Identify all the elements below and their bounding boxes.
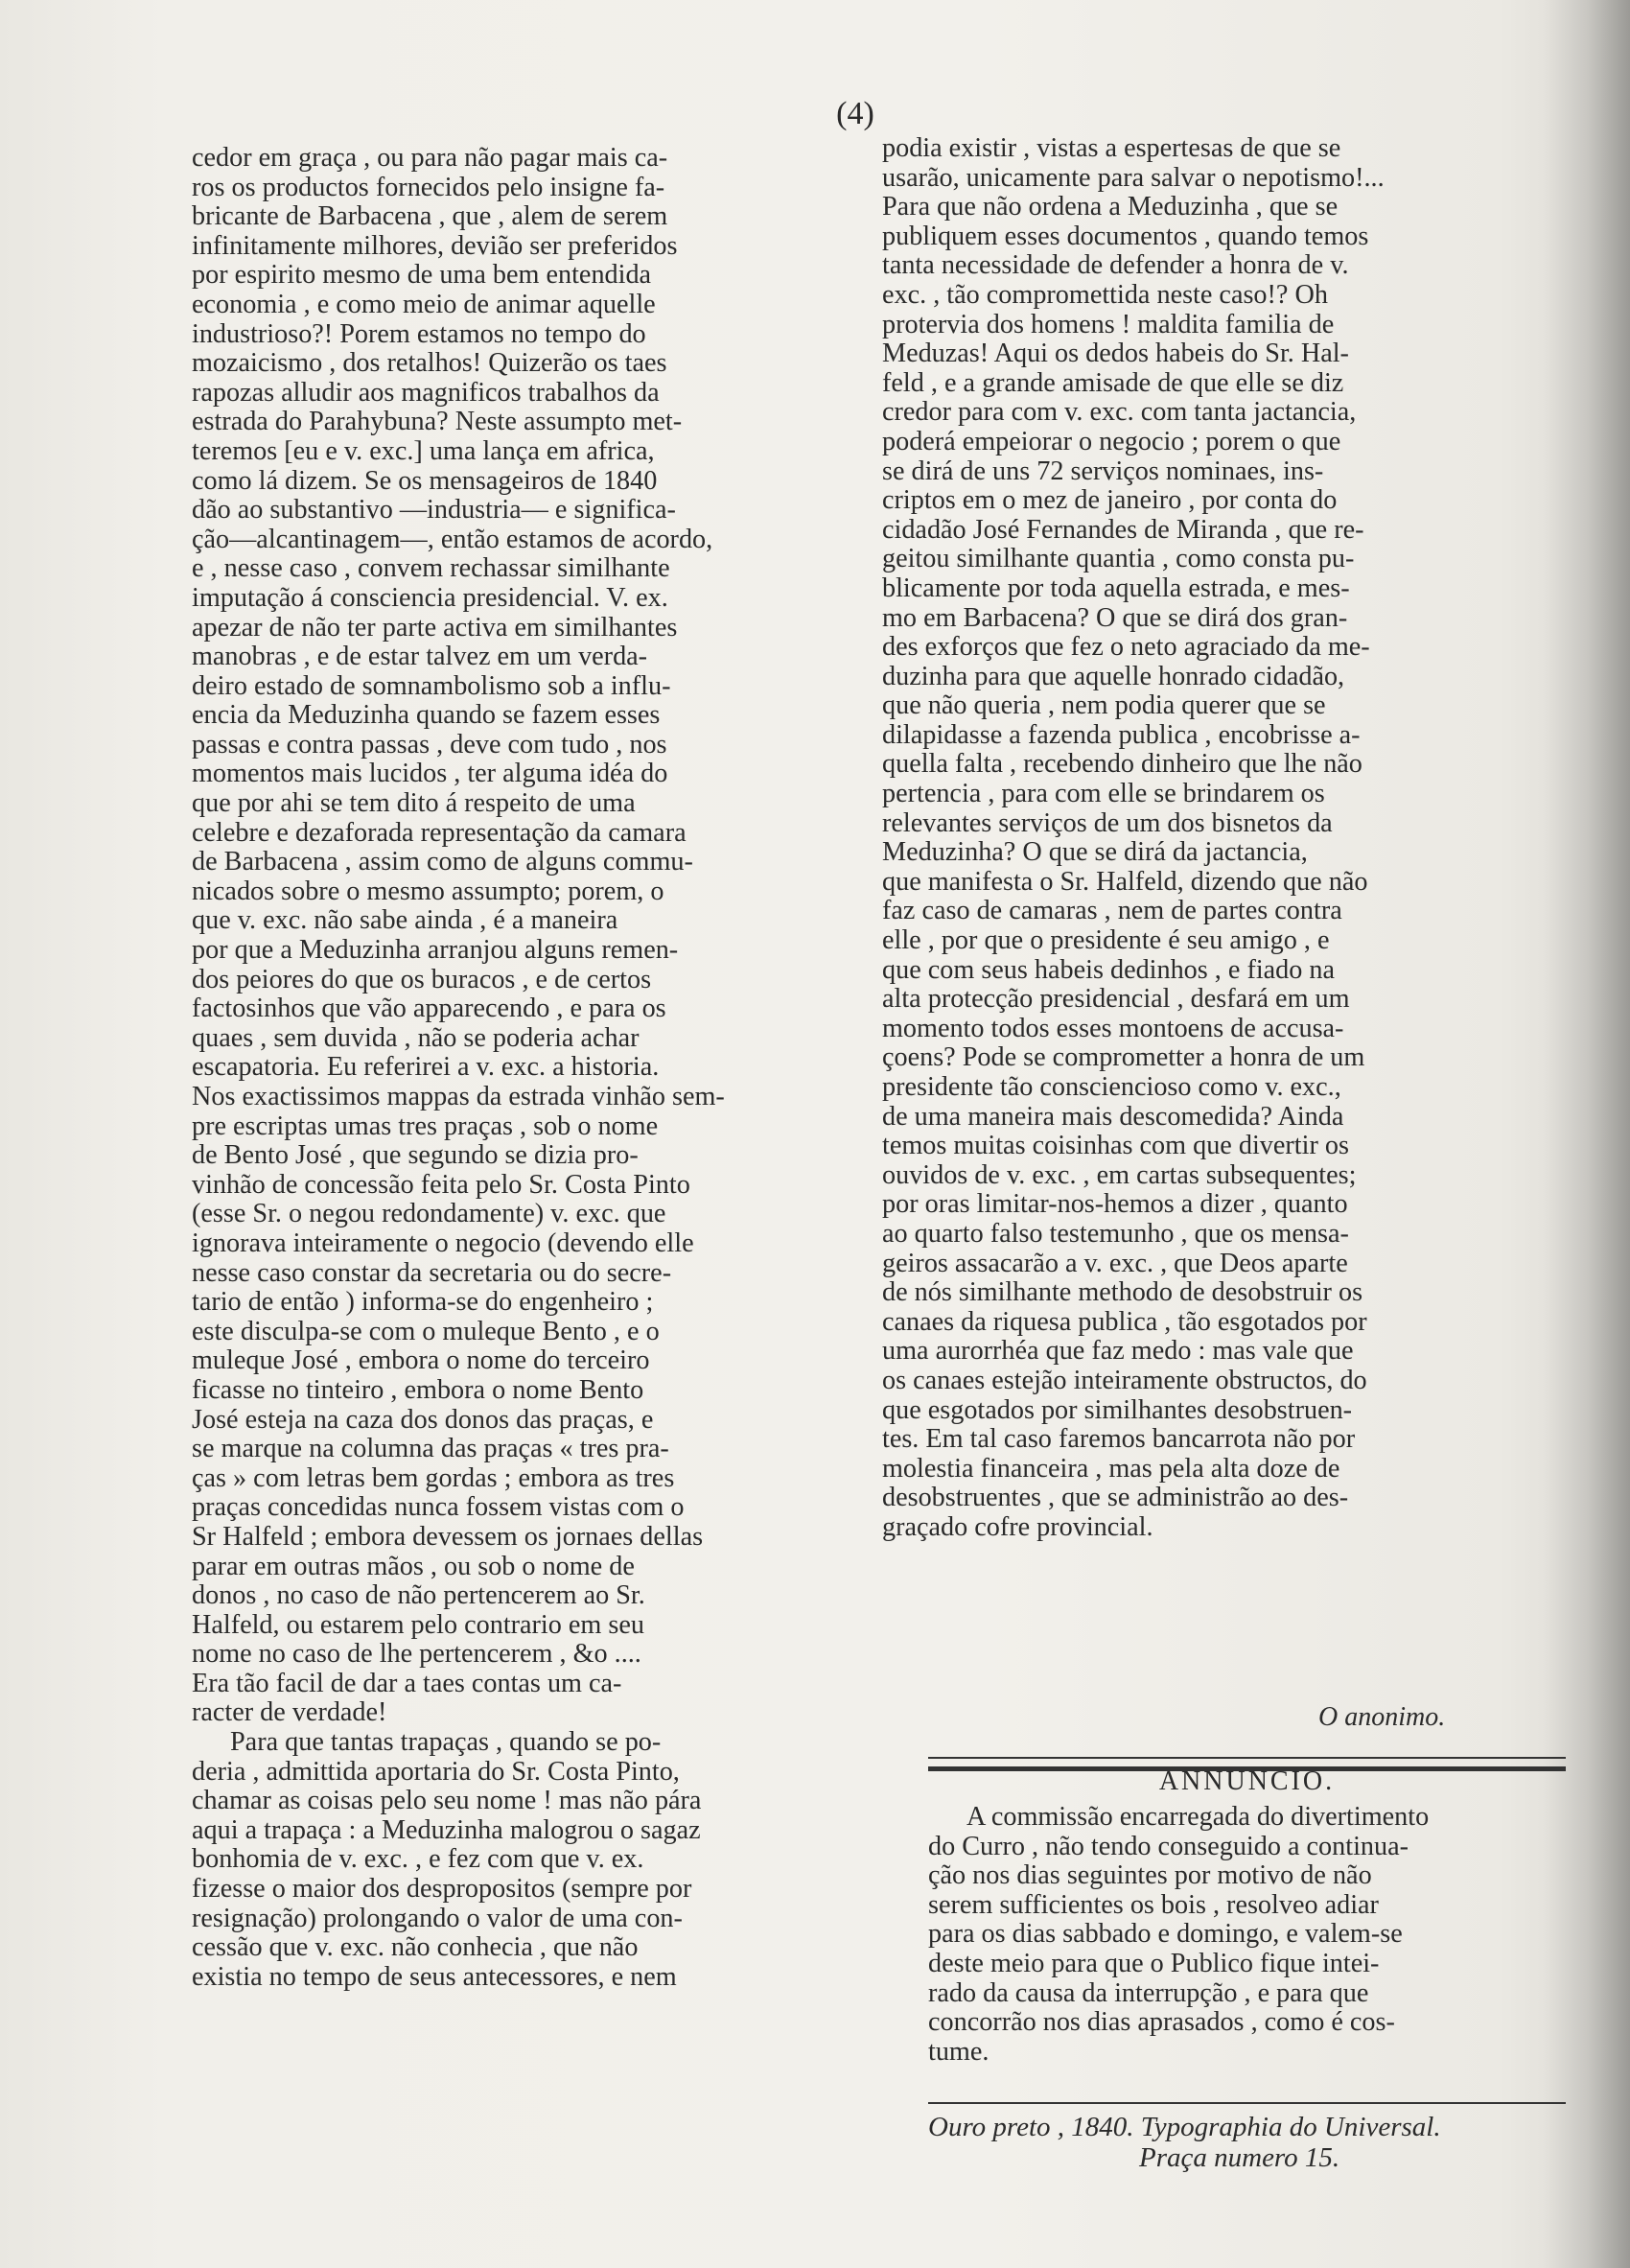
- imprint-line: Praça numero 15.: [1139, 2142, 1340, 2173]
- text-line: se dirá de uns 72 serviços nominaes, ins-: [882, 456, 1324, 486]
- text-line: quella falta , recebendo dinheiro que lhe não: [882, 750, 1362, 780]
- text-line: Para que tantas trapaças , quando se po-: [230, 1728, 662, 1758]
- text-line: publiquem esses documentos , quando temos: [882, 222, 1369, 251]
- text-line: des exforços que fez o neto agraciado da me-: [882, 633, 1370, 663]
- footer-divider: [928, 2102, 1566, 2104]
- text-line: e , nesse caso , convem rechassar similhante: [192, 554, 670, 584]
- text-line: nesse caso constar da secretaria ou do secre-: [192, 1258, 672, 1288]
- text-line: encia da Meduzinha quando se fazem esses: [192, 701, 661, 731]
- text-line: canaes da riquesa publica , tão esgotados por: [882, 1307, 1367, 1337]
- text-line: que v. exc. não sabe ainda , é a maneira: [192, 906, 618, 936]
- text-line: geitou similhante quantia , como consta pu-: [882, 545, 1355, 574]
- text-line: quaes , sem duvida , não se poderia achar: [192, 1023, 640, 1053]
- text-line: por que a Meduzinha arranjou alguns remen-: [192, 936, 679, 966]
- text-line: economia , e como meio de animar aquelle: [192, 290, 656, 319]
- text-line: racter de verdade!: [192, 1698, 387, 1728]
- text-line: passas e contra passas , deve com tudo , nos: [192, 730, 667, 760]
- text-line: que esgotados por similhantes desobstruen-: [882, 1395, 1353, 1425]
- notice-body: [928, 1803, 1566, 2067]
- text-line: Era tão facil de dar a taes contas um ca-: [192, 1669, 622, 1698]
- text-line: molestia financeira , mas pela alta doze de: [882, 1454, 1340, 1484]
- text-line: escapatoria. Eu referirei a v. exc. a historia.: [192, 1053, 660, 1083]
- text-line: de nós similhante methodo de desobstruir os: [882, 1278, 1363, 1308]
- text-line: elle , por que o presidente é seu amigo , e: [882, 926, 1330, 956]
- text-line: de Bento José , que segundo se dizia pro-: [192, 1141, 639, 1171]
- text-line: por oras limitar-nos-hemos a dizer , quanto: [882, 1190, 1348, 1220]
- text-line: deiro estado de somnambolismo sob a influ-: [192, 671, 671, 701]
- text-line: donos , no caso de não pertencerem ao Sr.: [192, 1581, 645, 1611]
- text-line: Nos exactissimos mappas da estrada vinhão sem-: [192, 1083, 725, 1111]
- text-line: Para que não ordena a Meduzinha , que se: [882, 193, 1339, 222]
- text-line: mo em Barbacena? O que se dirá dos gran-: [882, 603, 1348, 633]
- text-line: vinhão de concessão feita pelo Sr. Costa Pinto: [192, 1170, 690, 1200]
- text-line: (esse Sr. o negou redondamente) v. exc. que: [192, 1200, 666, 1229]
- left-column: [192, 144, 871, 1992]
- text-line: dilapidasse a fazenda publica , encobrisse a-: [882, 720, 1361, 750]
- text-line: infinitamente milhores, devião ser preferidos: [192, 231, 678, 261]
- text-line: que com seus habeis dedinhos , e fiado na: [882, 955, 1336, 985]
- imprint-line: Ouro preto , 1840. Typographia do Universal.: [928, 2112, 1441, 2142]
- text-line: deria , admittida aportaria do Sr. Costa Pinto,: [192, 1757, 680, 1787]
- text-line: Meduzinha? O que se dirá da jactancia,: [882, 838, 1308, 868]
- text-line: tario de então ) informa-se do engenheiro ;: [192, 1288, 654, 1318]
- text-line: existia no tempo de seus antecessores, e nem: [192, 1962, 677, 1992]
- text-line: temos muitas coisinhas com que divertir os: [882, 1132, 1349, 1161]
- text-line: graçado cofre provincial.: [882, 1512, 1153, 1542]
- text-line: ção—alcantinagem—, então estamos de acordo,: [192, 525, 713, 554]
- text-line: que manifesta o Sr. Halfeld, dizendo que não: [882, 867, 1368, 897]
- text-line: estrada do Parahybuna? Neste assumpto met-: [192, 408, 683, 437]
- text-line: ouvidos de v. exc. , em cartas subsequentes;: [882, 1160, 1357, 1190]
- text-line: dão ao substantivo —industria— e significa-: [192, 496, 676, 526]
- text-line: chamar as coisas pelo seu nome ! mas não pára: [192, 1787, 702, 1816]
- text-line: ignorava inteiramente o negocio (devendo elle: [192, 1228, 694, 1258]
- text-line: concorrão nos dias aprasados , como é cos-: [928, 2008, 1395, 2038]
- text-line: bonhomia de v. exc. , e fez com que v. ex.: [192, 1845, 644, 1875]
- text-line: de uma maneira mais descomedida? Ainda: [882, 1102, 1344, 1132]
- text-line: nome no caso de lhe pertencerem , &o ....: [192, 1640, 641, 1670]
- text-line: deste meio para que o Publico fique intei-: [928, 1949, 1380, 1978]
- text-line: por espirito mesmo de uma bem entendida: [192, 261, 652, 291]
- text-line: celebre e dezaforada representação da camara: [192, 818, 687, 848]
- text-line: duzinha para que aquelle honrado cidadão,: [882, 662, 1345, 691]
- text-line: çoens? Pode se comprometter a honra de um: [882, 1043, 1365, 1073]
- text-line: exc. , tão compromettida neste caso!? Oh: [882, 280, 1328, 310]
- page-number: (4): [836, 96, 874, 131]
- text-line: industrioso?! Porem estamos no tempo do: [192, 319, 646, 349]
- text-line: blicamente por toda aquella estrada, e mes-: [882, 573, 1350, 603]
- text-line: ção nos dias seguintes por motivo de não: [928, 1861, 1372, 1891]
- text-line: presidente tão consciencioso como v. exc.,: [882, 1073, 1341, 1102]
- text-line: teremos [eu e v. exc.] uma lança em africa,: [192, 436, 655, 466]
- text-line: mozaicismo , dos retalhos! Quizerão os taes: [192, 349, 667, 379]
- text-line: faz caso de camaras , nem de partes contra: [882, 897, 1342, 926]
- text-line: tanta necessidade de defender a honra de v.: [882, 251, 1349, 281]
- imprint: [928, 2112, 1580, 2173]
- text-line: momentos mais lucidos , ter alguma idéa do: [192, 760, 668, 789]
- right-column: [882, 134, 1496, 1543]
- text-line: ros os productos fornecidos pelo insigne fa-: [192, 173, 665, 202]
- text-line: manobras , e de estar talvez em um verda-: [192, 643, 648, 672]
- text-line: alta protecção presidencial , desfará em um: [882, 985, 1350, 1015]
- text-line: ças » com letras bem gordas ; embora as tres: [192, 1463, 675, 1493]
- text-line: factosinhos que vão apparecendo , e para os: [192, 994, 666, 1024]
- text-line: fizesse o maior dos despropositos (sempre por: [192, 1875, 692, 1905]
- text-line: aqui a trapaça : a Meduzinha malogrou o sagaz: [192, 1815, 701, 1845]
- text-line: usarão, unicamente para salvar o nepotismo!...: [882, 163, 1385, 193]
- text-line: desobstruentes , que se administrão ao des-: [882, 1484, 1349, 1513]
- signature: O anonimo.: [1318, 1702, 1446, 1732]
- text-line: feld , e a grande amisade de que elle se diz: [882, 368, 1344, 398]
- text-line: ficasse no tinteiro , embora o nome Bento: [192, 1375, 644, 1405]
- text-line: de Barbacena , assim como de alguns commu-: [192, 848, 693, 877]
- text-line: se marque na columna das praças « tres pra-: [192, 1435, 669, 1464]
- text-line: que não queria , nem podia querer que se: [882, 691, 1326, 721]
- text-line: do Curro , não tendo conseguido a continua-: [928, 1832, 1409, 1861]
- text-line: pertencia , para com elle se brindarem os: [882, 780, 1325, 809]
- text-line: rado da causa da interrupção , e para que: [928, 1978, 1369, 2008]
- text-line: criptos em o mez de janeiro , por conta do: [882, 486, 1338, 516]
- text-line: muleque José , embora o nome do terceiro: [192, 1346, 650, 1376]
- text-line: protervia dos homens ! maldita familia de: [882, 310, 1335, 339]
- text-line: A commissão encarregada do divertimento: [966, 1803, 1430, 1832]
- text-line: uma aurorrhéa que faz medo : mas vale que: [882, 1337, 1354, 1367]
- text-line: podia existir , vistas a espertesas de que se: [882, 134, 1341, 163]
- text-line: apezar de não ter parte activa em similhantes: [192, 613, 678, 643]
- text-line: nicados sobre o mesmo assumpto; porem, o: [192, 877, 664, 906]
- text-line: cedor em graça , ou para não pagar mais ca-: [192, 144, 668, 173]
- text-line: relevantes serviços de um dos bisnetos da: [882, 808, 1333, 838]
- text-line: pre escriptas umas tres praças , sob o nome: [192, 1111, 659, 1141]
- text-line: dos peiores do que os buracos , e de certos: [192, 965, 652, 994]
- text-line: momento todos esses montoens de accusa-: [882, 1014, 1344, 1043]
- text-line: poderá empeiorar o negocio ; porem o que: [882, 427, 1341, 456]
- text-line: tume.: [928, 2037, 990, 2067]
- text-line: imputação á consciencia presidencial. V. ex.: [192, 583, 668, 613]
- text-line: praças concedidas nunca fossem vistas com o: [192, 1493, 685, 1523]
- text-line: Sr Halfeld ; embora devessem os jornaes dellas: [192, 1522, 704, 1552]
- text-line: parar em outras mãos , ou sob o nome de: [192, 1552, 635, 1581]
- text-line: ao quarto falso testemunho , que os mensa-: [882, 1219, 1349, 1249]
- notice-heading: ANNUNCIO.: [1158, 1766, 1336, 1796]
- text-line: Halfeld, ou estarem pelo contrario em seu: [192, 1610, 644, 1640]
- text-line: cidadão José Fernandes de Miranda , que re-: [882, 515, 1364, 545]
- text-line: os canaes estejão inteiramente obstructos, do: [882, 1366, 1367, 1395]
- text-line: geiros assacarão a v. exc. , que Deos aparte: [882, 1249, 1348, 1278]
- text-line: para os dias sabbado e domingo, e valem-se: [928, 1920, 1403, 1950]
- text-line: como lá dizem. Se os mensageiros de 1840: [192, 466, 658, 496]
- text-line: que por ahi se tem dito á respeito de uma: [192, 789, 636, 819]
- text-line: cessão que v. exc. não conhecia , que não: [192, 1933, 639, 1963]
- text-line: bricante de Barbacena , que , alem de serem: [192, 202, 668, 232]
- text-line: resignação) prolongando o valor de uma con-: [192, 1904, 683, 1933]
- text-line: este disculpa-se com o muleque Bento , e o: [192, 1317, 660, 1346]
- text-line: tes. Em tal caso faremos bancarrota não por: [882, 1425, 1356, 1455]
- text-line: rapozas alludir aos magnificos trabalhos da: [192, 378, 660, 408]
- text-line: credor para com v. exc. com tanta jactancia,: [882, 398, 1357, 428]
- text-line: Meduzas! Aqui os dedos habeis do Sr. Hal-: [882, 339, 1349, 369]
- text-line: José esteja na caza dos donos das praças, e: [192, 1405, 654, 1435]
- text-line: serem sufficientes os bois , resolveo adiar: [928, 1890, 1379, 1920]
